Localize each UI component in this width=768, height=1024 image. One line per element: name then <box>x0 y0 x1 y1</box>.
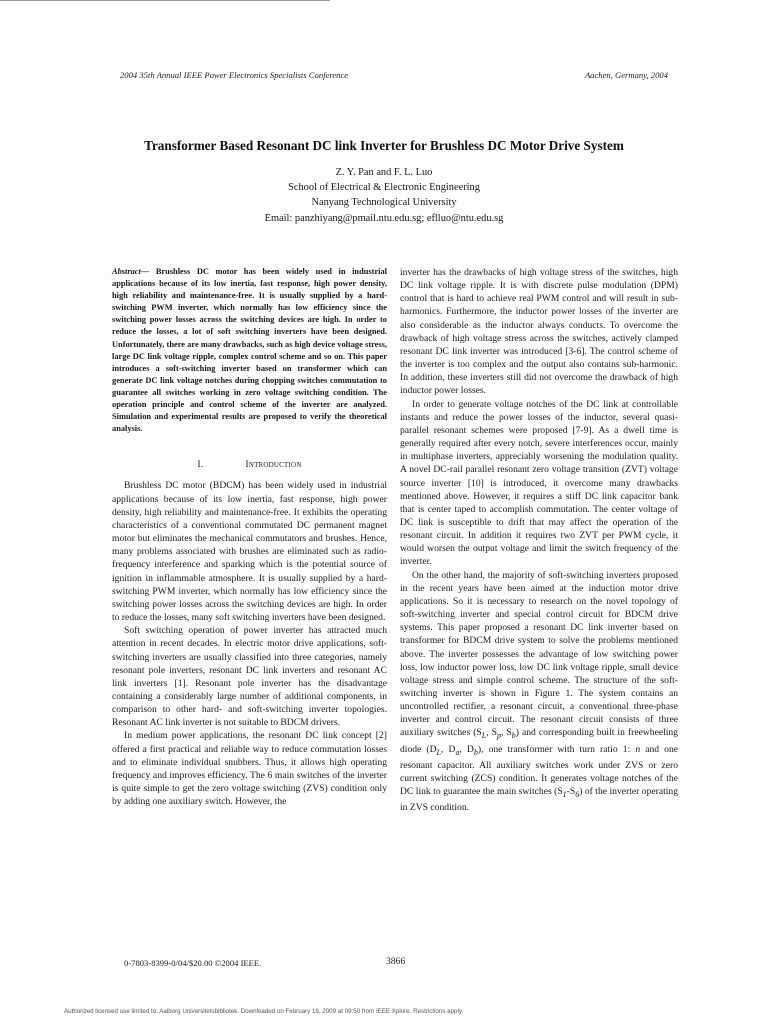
section-number: I. <box>197 459 204 471</box>
right-paragraph-2: In order to generate voltage notches of the DC link at controllable instants and reduce the power losses of the inductor, several quasi-parallel resonant schemes were proposed [7-9]. As a dwell time is generally required after every notch, severe interferences occur, mainly in multiphase inverters, appreciably worsening the modulation quality. A novel DC-rail parallel resonant zero voltage transition (ZVT) voltage source inverter [10] is introduced, it overcome many drawbacks mentioned above. However, it requires a stiff DC link capacitor bank that is center taped to accomplish commutation. The center voltage of DC link is susceptible to drift that may affect the operation of the resonant circuit. In addition it requires two ZVT per PWM cycle, it would worsen the output voltage and limit the switch frequency of the inverter. <box>400 398 678 568</box>
page-number: 3866 <box>386 956 406 967</box>
right-paragraph-3 <box>400 569 678 815</box>
text-run: and one resonant capacitor. All auxiliary switches work under ZVS or zero current switching (ZCS) condition. It generates voltage notches of the DC link to guarantee the main switches (S <box>400 743 679 797</box>
text-run: , D <box>459 743 474 755</box>
text-run: , S <box>486 727 497 739</box>
abstract-label: Abstract— <box>112 267 150 276</box>
paper-title: Transformer Based Resonant DC link Inverter for Brushless DC Motor Drive System <box>144 138 624 153</box>
text-run: , S <box>500 727 512 739</box>
intro-paragraph-1: Brushless DC motor (BDCM) has been widely used in industrial applications because of its low inertia, fast response, high power density, high reliability and maintenance-free. It exhibits the operating characteristics of a conventional commutated DC permanent magnet motor but eliminates the mechanical commutators and brushes. Hence, many problems associated with brushes are eliminated such as radio-frequency interference and sparking which is the potential source of ignition in inflammable atmosphere. It is usually supplied by a hard-switching PWM inverter, which normally has low efficiency since the switching power losses across the switching devices are high. In order to reduce the losses, many soft switching inverters have been designed. <box>112 480 387 624</box>
right-paragraph-1: inverter has the drawbacks of high voltage stress of the switches, high DC link voltage ripple. It is with discrete pulse modulation (DPM) control that is hard to achieve real PWM control and will result in sub-harmonics. Furthermore, the inductor power losses of the inverter are also considerable as the inductor always conducts. To overcome the drawback of high voltage stress across the switches, actively clamped resonant DC link inverter was introduced [3-6]. The control scheme of the inverter is too complex and the output also contains sub-harmonic. In addition, these inverters still did not overcome the drawback of high inductor power losses. <box>400 267 678 397</box>
abstract-text: Brushless DC motor has been widely used in industrial applications because of its low inertia, fast response, high power density, high reliability and maintenance-free. It is usually supplied by a hard-switching PWM inverter, which normally has low efficiency since the switching power losses across the switching devices are high. In order to reduce the losses, a lot of soft switching inverters have been designed. Unfortunately, there are many drawbacks, such as high device voltage stress, large DC link voltage ripple, complex control scheme and so on. This paper introduces a soft-switching inverter based on transformer which can generate DC link voltage notches during chopping switches commutation to guarantee all switches working in zero voltage switching condition. The operation principle and control scheme of the inverter are analyzed. Simulation and experimental results are proposed to verify the theoretical analysis. <box>112 267 387 434</box>
copyright-footer: 0-7803-8399-0/04/$20.00 ©2004 IEEE. <box>124 958 262 968</box>
intro-paragraph-2: Soft switching operation of power inverter has attracted much attention in recent decades. In electric motor drive applications, soft-switching inverters are usually classified into three categories, namely resonant pole inverters, resonant DC link inverters and resonant AC link inverters [1]. Resonant pole inverter has the disadvantage containing a considerably large number of additional components, in comparison to other hard- and soft-switching inverter topologies. Resonant AC link inverter is not suitable to BDCM drivers. <box>112 625 387 729</box>
section-title: Introduction <box>245 459 302 471</box>
subscript-L: L <box>436 747 441 757</box>
text-run: On the other hand, the majority of soft-switching inverters proposed in the recent years have been aimed at the induction motor drive applications. So it is necessary to research on the novel topology of soft-switching inverter and special control circuit for BDCM drive systems. This paper proposed a resonant DC link inverter based on transformer for BDCM drive system to solve the problems mentioned above. The inverter possesses the advantage of low switching power loss, low inductor power loss, low DC link voltage ripple, small device voltage stress and simple control scheme. The structure of the soft-switching inverter is shown in Figure 1. The system contains an uncontrolled rectifier, a resonant circuit, a conventional three-phase inverter and control circuit. The resonant circuit consists of three auxiliary switches (S <box>400 569 678 739</box>
text-run: , D <box>441 743 456 755</box>
text-run: -S <box>566 785 576 797</box>
author-email: Email: panzhiyang@pmail.ntu.edu.sg; eflluo@ntu.edu.sg <box>264 212 504 224</box>
subscript-a: a <box>455 747 460 757</box>
turn-ratio-n: n <box>635 743 641 755</box>
author-names: Z. Y. Pan and F. L. Luo <box>335 167 433 178</box>
author-university: Nanyang Technological University <box>311 197 457 209</box>
left-column <box>112 266 387 808</box>
intro-paragraph-3: In medium power applications, the resonant DC link concept [2] offered a first practical and reliable way to reduce commutation losses and to eliminate individual snubbers. Thus, it allows high operating frequency and improves efficiency. The 6 main switches of the inverter is quite simple to get the zero voltage switching (ZVS) condition only by adding one auxiliary switch. However, the <box>112 730 387 808</box>
section-heading-introduction <box>112 458 387 471</box>
text-run: ) of the inverter operating in ZVS condition. <box>400 785 678 813</box>
conference-header: 2004 35th Annual IEEE Power Electronics Specialists Conference <box>120 70 349 80</box>
location-header: Aachen, Germany, 2004 <box>584 70 668 80</box>
scan-edge-line <box>0 0 330 1</box>
subscript-6: 6 <box>575 789 580 799</box>
subscript-1: 1 <box>562 789 567 799</box>
authorized-use-notice: Authorized licensed use limited to: Aalborg Universitetsbibliotek. Downloaded on February 19, 2009 at 09:50 from IEEE Xplore. Restrictions apply. <box>64 1008 464 1015</box>
subscript-p: p <box>496 731 501 741</box>
right-column <box>400 266 678 814</box>
subscript-b: b <box>511 731 516 741</box>
author-school: School of Electrical & Electronic Engineering <box>288 182 480 194</box>
text-run: ) and corresponding built in freewheeling diode (D <box>400 727 679 755</box>
abstract <box>112 266 387 435</box>
author-block <box>0 165 768 226</box>
subscript-b: b <box>473 747 478 757</box>
subscript-L: L <box>481 731 487 741</box>
text-run: ), one transformer with turn ratio 1: <box>477 743 636 755</box>
